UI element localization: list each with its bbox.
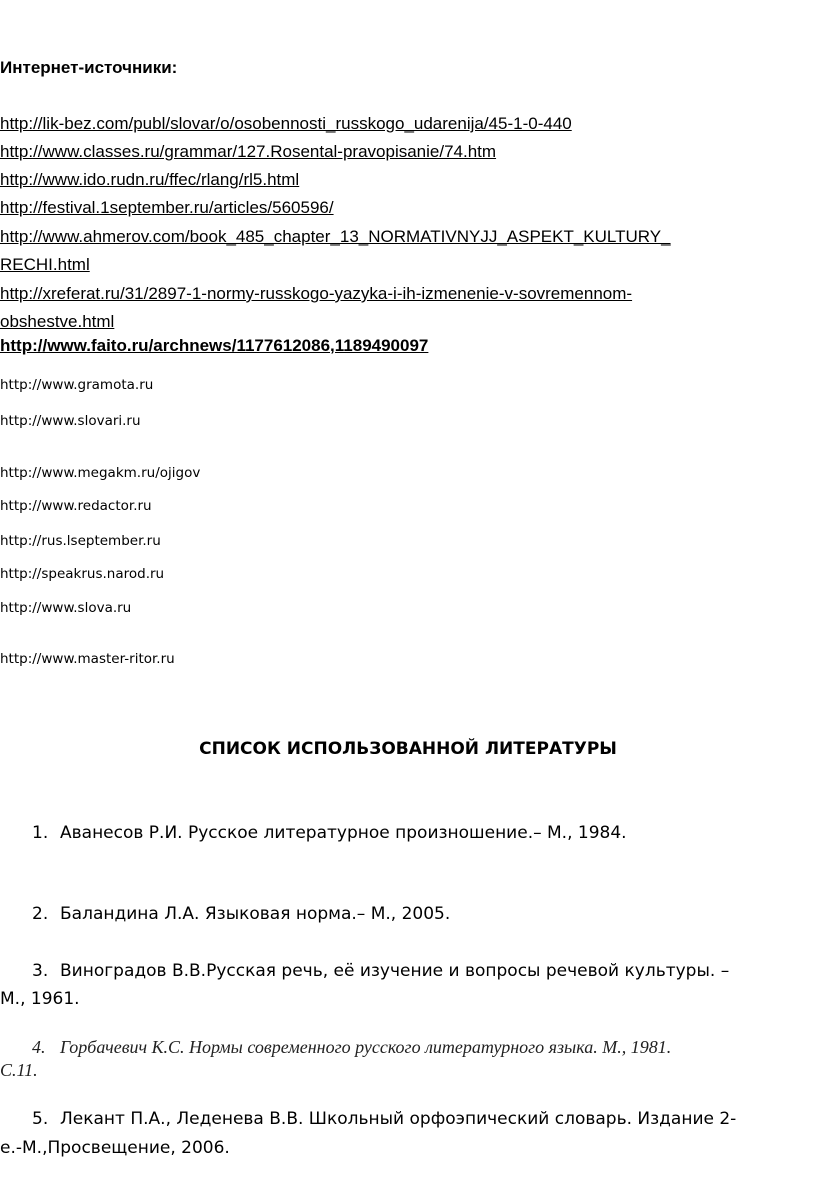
small-link-slovari[interactable]: http://www.slovari.ru [0,413,141,429]
literature-item-text: Аванесов Р.И. Русское литературное произношение.– М., 1984. [60,823,627,843]
literature-item-2 [32,904,450,924]
small-link-speakrus[interactable]: http://speakrus.narod.ru [0,566,165,582]
literature-title: СПИСОК ИСПОЛЬЗОВАННОЙ ЛИТЕРАТУРЫ [199,739,617,759]
literature-item-number: 4. [32,1037,46,1057]
literature-item-5-continued: е.-М.,Просвещение, 2006. [0,1138,230,1158]
literature-item-1 [32,823,627,843]
source-link-1[interactable]: http://lik-bez.com/publ/slovar/o/osobennosti_russkogo_udarenija/45-1-0-440 [0,114,572,133]
literature-item-4 [32,1037,671,1058]
literature-item-text: Горбачевич К.С. Нормы современного русского литературного языка. М., 1981. [60,1037,672,1057]
small-link-master-ritor[interactable]: http://www.master-ritor.ru [0,651,175,667]
literature-item-text: Виноградов В.В.Русская речь, её изучение и вопросы речевой культуры. – [60,961,730,981]
literature-item-number: 5. [32,1109,49,1129]
source-link-5[interactable]: http://www.ahmerov.com/book_485_chapter_13_NORMATIVNYJJ_ASPEKT_KULTURY_ [0,227,671,246]
source-link-4[interactable]: http://festival.1september.ru/articles/560596/ [0,198,334,217]
small-link-redactor[interactable]: http://www.redactor.ru [0,498,152,514]
literature-item-text: Лекант П.А., Леденева В.В. Школьный орфоэпический словарь. Издание 2- [60,1109,737,1129]
source-link-7[interactable]: http://www.faito.ru/archnews/1177612086,1189490097 [0,336,429,355]
literature-item-5 [32,1109,736,1129]
source-link-3[interactable]: http://www.ido.rudn.ru/ffec/rlang/rl5.html [0,170,300,189]
internet-sources-heading: Интернет-источники: [0,58,178,77]
literature-item-text: Баландина Л.А. Языковая норма.– М., 2005. [60,904,451,924]
small-link-slova[interactable]: http://www.slova.ru [0,600,132,616]
source-link-5-continued[interactable]: RECHI.html [0,255,90,274]
literature-item-number: 2. [32,904,49,924]
literature-item-3-continued: М., 1961. [0,989,80,1009]
small-link-gramota[interactable]: http://www.gramota.ru [0,377,154,393]
small-link-megakm[interactable]: http://www.megakm.ru/ojigov [0,465,201,481]
literature-item-4-continued: С.11. [0,1060,38,1080]
source-link-6-continued[interactable]: obshestve.html [0,312,115,331]
literature-item-number: 1. [32,823,49,843]
source-link-6[interactable]: http://xreferat.ru/31/2897-1-normy-russkogo-yazyka-i-ih-izmenenie-v-sovremennom- [0,284,633,303]
literature-item-number: 3. [32,961,49,981]
literature-item-3 [32,961,729,981]
source-link-2[interactable]: http://www.classes.ru/grammar/127.Rosental-pravopisanie/74.htm [0,142,497,161]
small-link-lseptember[interactable]: http://rus.lseptember.ru [0,533,161,549]
